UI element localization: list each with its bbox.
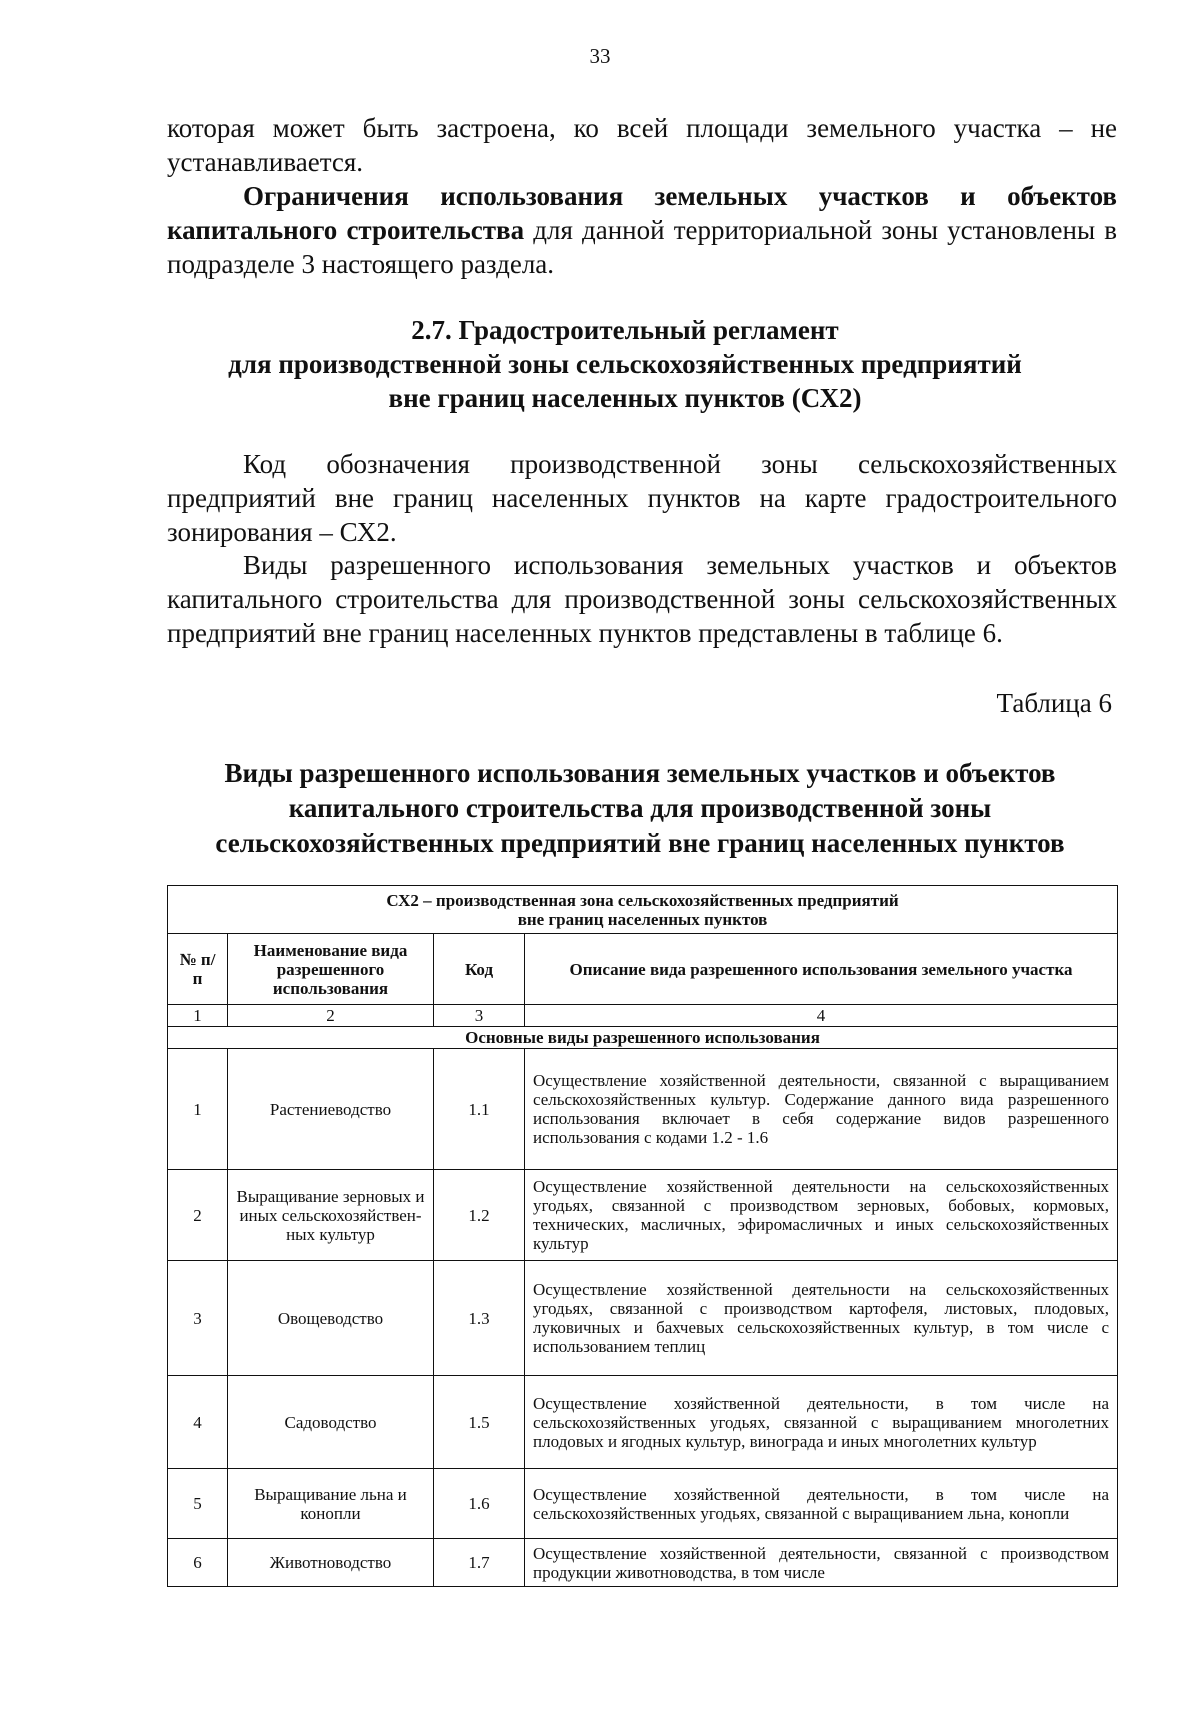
zone-code-paragraph: Код обозначения производственной зоны сельскохозяйственных предприятий вне границ населенных пунктов на карте градостроительного зонирования – СХ2. <box>167 449 1117 547</box>
restrictions-bold-text: Ограничения использования земельных участков и объектов капитального строительства <box>167 181 1117 245</box>
permitted-uses-table <box>167 885 1118 1587</box>
row-description: Осуществление хозяйственной деятельности на сельскохозяйственных угодьях, связанной с производством картофеля, листовых, плодовых, луковичных и бахчевых сельскохозяйственных культур, в том числе с использованием теплиц <box>525 1261 1118 1376</box>
section-heading-line: вне границ населенных пунктов (СХ2) <box>388 383 862 413</box>
col-header-number: № п/п <box>168 934 228 1005</box>
section-heading-line: для производственной зоны сельскохозяйственных предприятий <box>228 349 1022 379</box>
zone-header-row <box>168 886 1118 934</box>
zone-header-cell <box>168 886 1118 934</box>
row-number: 2 <box>168 1170 228 1261</box>
table-row <box>168 1170 1118 1261</box>
row-name: Выращивание зерновых и иных сельскохозяйствен-ных культур <box>228 1170 434 1261</box>
col-header-name: Наименование вида разрешенного использования <box>228 934 434 1005</box>
row-name: Овощеводство <box>228 1261 434 1376</box>
table-title <box>150 756 1130 861</box>
section-main-uses: Основные виды разрешенного использования <box>168 1027 1118 1049</box>
row-description: Осуществление хозяйственной деятельности, в том числе на сельскохозяйственных угодьях, связанной с выращиванием многолетних плодовых и ягодных культур, винограда и иных многолетних культур <box>525 1376 1118 1469</box>
col-header-description: Описание вида разрешенного использования земельного участка <box>525 934 1118 1005</box>
row-description: Осуществление хозяйственной деятельности, связанной с выращиванием сельскохозяйственных культур. Содержание данного вида разрешенного использования включает в себя содержание видов разрешенного использования с кодами 1.2 - 1.6 <box>525 1049 1118 1170</box>
column-header-row <box>168 934 1118 1005</box>
section-row <box>168 1027 1118 1049</box>
row-code: 1.7 <box>434 1539 525 1587</box>
table-row <box>168 1539 1118 1587</box>
restrictions-paragraph <box>167 179 1117 281</box>
table-title-line: капитального строительства для производственной зоны <box>288 793 992 823</box>
table-title-line: Виды разрешенного использования земельных участков и объектов <box>224 758 1056 788</box>
row-code: 1.3 <box>434 1261 525 1376</box>
table-row <box>168 1376 1118 1469</box>
section-heading-line: 2.7. Градостроительный регламент <box>411 315 839 345</box>
row-code: 1.6 <box>434 1469 525 1539</box>
row-number: 1 <box>168 1049 228 1170</box>
row-name: Садоводство <box>228 1376 434 1469</box>
row-number: 4 <box>168 1376 228 1469</box>
zone-header-line: СХ2 – производственная зона сельскохозяйственных предприятий <box>386 890 899 910</box>
row-name: Животноводство <box>228 1539 434 1587</box>
row-description: Осуществление хозяйственной деятельности на сельскохозяйственных угодьях, связанной с производством зерновых, бобовых, кормовых, технических, масличных, эфиромасличных и иных сельскохозяйственных культур <box>525 1170 1118 1261</box>
table-row <box>168 1469 1118 1539</box>
restrictions-text: для данной территориальной зоны установлены в подразделе 3 настоящего раздела. <box>167 215 1117 279</box>
row-code: 1.2 <box>434 1170 525 1261</box>
intro-paragraph: которая может быть застроена, ко всей площади земельного участка – не устанавливается. <box>167 113 1117 177</box>
row-number: 6 <box>168 1539 228 1587</box>
table-row <box>168 1049 1118 1170</box>
row-code: 1.5 <box>434 1376 525 1469</box>
col-index: 4 <box>525 1005 1118 1027</box>
permitted-uses-paragraph: Виды разрешенного использования земельных участков и объектов капитального строительства для производственной зоны сельскохозяйственных предприятий вне границ населенных пунктов представлены в таблице 6. <box>167 550 1117 648</box>
row-code: 1.1 <box>434 1049 525 1170</box>
row-number: 3 <box>168 1261 228 1376</box>
row-description: Осуществление хозяйственной деятельности, в том числе на сельскохозяйственных угодьях, связанной с выращиванием льна, конопли <box>525 1469 1118 1539</box>
col-header-code: Код <box>434 934 525 1005</box>
table-row <box>168 1261 1118 1376</box>
row-name: Выращивание льна и конопли <box>228 1469 434 1539</box>
column-index-row <box>168 1005 1118 1027</box>
col-index: 1 <box>168 1005 228 1027</box>
section-heading <box>150 313 1100 415</box>
row-number: 5 <box>168 1469 228 1539</box>
col-index: 3 <box>434 1005 525 1027</box>
row-description: Осуществление хозяйственной деятельности, связанной с производством продукции животноводства, в том числе <box>525 1539 1118 1587</box>
table-title-line: сельскохозяйственных предприятий вне границ населенных пунктов <box>215 828 1065 858</box>
zone-header-line: вне границ населенных пунктов <box>517 909 768 929</box>
page-number: 33 <box>589 44 611 68</box>
table-label: Таблица 6 <box>996 688 1112 718</box>
row-name: Растениеводство <box>228 1049 434 1170</box>
col-index: 2 <box>228 1005 434 1027</box>
